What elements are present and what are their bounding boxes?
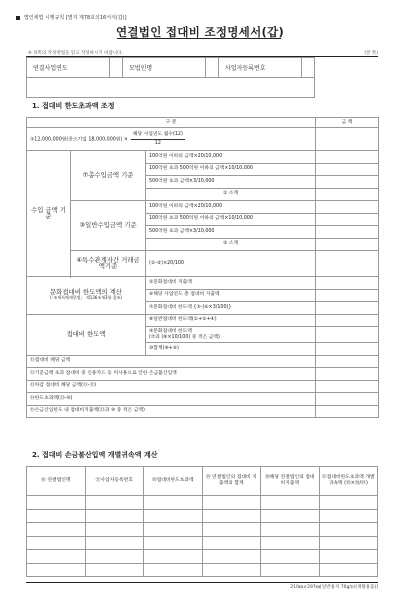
special-amount[interactable] bbox=[316, 251, 379, 277]
cell[interactable] bbox=[202, 509, 261, 523]
cell[interactable] bbox=[85, 523, 144, 537]
total-subtotal: ② 소계 bbox=[146, 188, 316, 201]
parent-field[interactable] bbox=[206, 58, 219, 78]
cell[interactable] bbox=[85, 496, 144, 510]
general-tier2: 100억원 초과 500억원 이하의 금액×10/10,000 bbox=[146, 213, 316, 226]
cell[interactable] bbox=[261, 509, 320, 523]
cell[interactable] bbox=[144, 496, 203, 510]
row15: ⑮손금산입한도 내 접대비지출액(⑬과 ⑩ 중 적은 금액) bbox=[27, 405, 316, 418]
cell[interactable] bbox=[27, 536, 86, 550]
sub-header-4: ⑲ 연결법인의 접대비 지출액의 합계 bbox=[202, 467, 261, 496]
cell[interactable] bbox=[261, 496, 320, 510]
cell[interactable] bbox=[202, 496, 261, 510]
cultural2: ⑥해당 사업연도 총 접대비 지출액 bbox=[146, 289, 316, 302]
limit3: ⑩합계(⑧+⑨) bbox=[146, 343, 316, 356]
form-reference: 법인세법 시행규칙 [별지 제78호의16서식(갑)] bbox=[16, 14, 127, 21]
row12-amount[interactable] bbox=[316, 368, 379, 381]
total-subtotal-amount[interactable] bbox=[316, 188, 379, 201]
revenue-label: 수입 금액 기준 bbox=[27, 151, 71, 277]
cell[interactable] bbox=[27, 523, 86, 537]
section2-title: 2. 접대비 손금불산입액 개별귀속액 계산 bbox=[32, 451, 158, 459]
sub-header-1: ⑯ 연결법인명 bbox=[27, 467, 86, 496]
section1-title: 1. 접대비 한도초과액 조정 bbox=[32, 102, 115, 110]
general-tier2-amount[interactable] bbox=[316, 213, 379, 226]
row14: ⑭한도초과액(⑬-⑩) bbox=[27, 393, 316, 406]
cell[interactable] bbox=[85, 563, 144, 577]
bizno-field[interactable] bbox=[302, 58, 315, 78]
limit1-amount[interactable] bbox=[316, 314, 379, 327]
sub-header-5: ⑳해당 연결법인의 접대비지출액 bbox=[261, 467, 320, 496]
cell[interactable] bbox=[85, 550, 144, 564]
row13: ⑬차감 접대비 해당 금액(⑪-⑫) bbox=[27, 380, 316, 393]
cell[interactable] bbox=[319, 550, 378, 564]
page-indicator: (앞 쪽) bbox=[364, 51, 378, 56]
bizno-label: 사업자등록번호 bbox=[219, 58, 302, 78]
row11-amount[interactable] bbox=[316, 355, 379, 368]
row1-label: ①12,000,000원(중소기업 18,000,000원) × $\frac{\text{해당 사업연도 월수(12)}}{12}$ bbox=[27, 128, 316, 151]
cultural1: ⑤문화접대비 지출액 bbox=[146, 277, 316, 290]
bottom-rule bbox=[26, 582, 378, 583]
cell[interactable] bbox=[319, 496, 378, 510]
general-subtotal-amount[interactable] bbox=[316, 238, 379, 251]
limit3-amount[interactable] bbox=[316, 343, 379, 356]
parent-label: 모법인명 bbox=[123, 58, 206, 78]
cell[interactable] bbox=[85, 509, 144, 523]
row1-amount[interactable] bbox=[316, 128, 379, 151]
cell[interactable] bbox=[261, 523, 320, 537]
spacer-cell bbox=[27, 78, 315, 98]
cell[interactable] bbox=[319, 523, 378, 537]
sub-header-6: ㉑접대비한도초과액 개별귀속액 (⑱×⑳/⑲) bbox=[319, 467, 378, 496]
cell[interactable] bbox=[261, 563, 320, 577]
cell[interactable] bbox=[144, 509, 203, 523]
cultural-label: 문화접대비 한도액의 계산 (「조세특례제한법」 제136조제3항 참조) bbox=[27, 277, 146, 315]
year-field[interactable] bbox=[110, 58, 123, 78]
cell[interactable] bbox=[261, 550, 320, 564]
total-tier3: 500억원 초과 금액×3/10,000 bbox=[146, 176, 316, 189]
cell[interactable] bbox=[27, 563, 86, 577]
cell[interactable] bbox=[27, 509, 86, 523]
general-tier1-amount[interactable] bbox=[316, 201, 379, 214]
row14-amount[interactable] bbox=[316, 393, 379, 406]
cell[interactable] bbox=[261, 536, 320, 550]
total-tier2-amount[interactable] bbox=[316, 163, 379, 176]
form-title: 연결법인 접대비 조정명세서(갑) bbox=[115, 25, 285, 39]
total-tier1-amount[interactable] bbox=[316, 151, 379, 164]
table-row bbox=[27, 523, 378, 537]
cell[interactable] bbox=[202, 563, 261, 577]
general-basis-label: ③일반수입금액 기준 bbox=[71, 201, 146, 251]
general-tier1: 100억원 이하의 금액×20/10,000 bbox=[146, 201, 316, 214]
row15-amount[interactable] bbox=[316, 405, 379, 418]
row12: ⑫기준금액 초과 접대비 중 신용카드 등 미사용으로 인한 손금불산입액 bbox=[27, 368, 316, 381]
total-tier3-amount[interactable] bbox=[316, 176, 379, 189]
row11: ⑪접대비 해당 금액 bbox=[27, 355, 316, 368]
cell[interactable] bbox=[85, 536, 144, 550]
col-amount-header: 금 액 bbox=[316, 118, 379, 128]
general-tier3: 500억원 초과 금액×3/10,000 bbox=[146, 226, 316, 239]
cell[interactable] bbox=[144, 563, 203, 577]
cultural2-amount[interactable] bbox=[316, 289, 379, 302]
row13-amount[interactable] bbox=[316, 380, 379, 393]
sub-header-3: ⑱접대비한도초과액 bbox=[144, 467, 203, 496]
table-row bbox=[27, 496, 378, 510]
table-row bbox=[27, 563, 378, 577]
limit-table bbox=[26, 117, 379, 418]
special-calc: (②-③)×20/100 bbox=[146, 251, 316, 277]
special-basis-label: ④특수관계자간 거래금액기준 bbox=[71, 251, 146, 277]
cell[interactable] bbox=[27, 550, 86, 564]
cell[interactable] bbox=[27, 496, 86, 510]
limit2-amount[interactable] bbox=[316, 327, 379, 343]
corp-info-table bbox=[26, 57, 315, 98]
cell[interactable] bbox=[202, 536, 261, 550]
cell[interactable] bbox=[144, 523, 203, 537]
year-label: 연결사업연도 bbox=[27, 58, 110, 78]
total-basis-label: ⑦총수입금액 기준 bbox=[71, 151, 146, 201]
sub-header-2: ⑰사업자등록번호 bbox=[85, 467, 144, 496]
bullet-square-icon bbox=[16, 16, 20, 20]
limit2: ⑨문화접대비 한도액 (⑦과 (⑧×10/100) 중 적은 금액) bbox=[146, 327, 316, 343]
cell[interactable] bbox=[319, 563, 378, 577]
general-subtotal: ③ 소계 bbox=[146, 238, 316, 251]
title-underline bbox=[117, 38, 281, 39]
attribution-table bbox=[26, 466, 378, 577]
cultural3: ⑦문화접대비 한도액 {⑤-(⑥×3/100)} bbox=[146, 302, 316, 315]
table-row bbox=[27, 550, 378, 564]
cell[interactable] bbox=[144, 550, 203, 564]
cell[interactable] bbox=[144, 536, 203, 550]
cultural1-amount[interactable] bbox=[316, 277, 379, 290]
limit-label: 접대비 한도액 bbox=[27, 314, 146, 355]
cell[interactable] bbox=[202, 550, 261, 564]
cell[interactable] bbox=[319, 536, 378, 550]
cell[interactable] bbox=[319, 509, 378, 523]
total-tier2: 100억원 초과 500억원 이하의 금액×10/10,000 bbox=[146, 163, 316, 176]
table-row bbox=[27, 536, 378, 550]
limit1: ⑧일반접대비 한도액(①+②+④) bbox=[146, 314, 316, 327]
instruction-note: ※ 뒤쪽의 작성방법을 읽고 작성하시기 바랍니다. bbox=[28, 51, 123, 56]
cultural3-amount[interactable] bbox=[316, 302, 379, 315]
table-row bbox=[27, 509, 378, 523]
month-fraction: $\frac{\text{해당 사업연도 월수(12)}}{12}$ bbox=[132, 131, 183, 146]
general-tier3-amount[interactable] bbox=[316, 226, 379, 239]
cell[interactable] bbox=[202, 523, 261, 537]
total-tier1: 100억원 이하의 금액×20/10,000 bbox=[146, 151, 316, 164]
paper-spec: 210㎜×297㎜[일반용지 70g/㎡(재활용품)] bbox=[290, 585, 378, 590]
col-item-header: 구 분 bbox=[27, 118, 316, 128]
